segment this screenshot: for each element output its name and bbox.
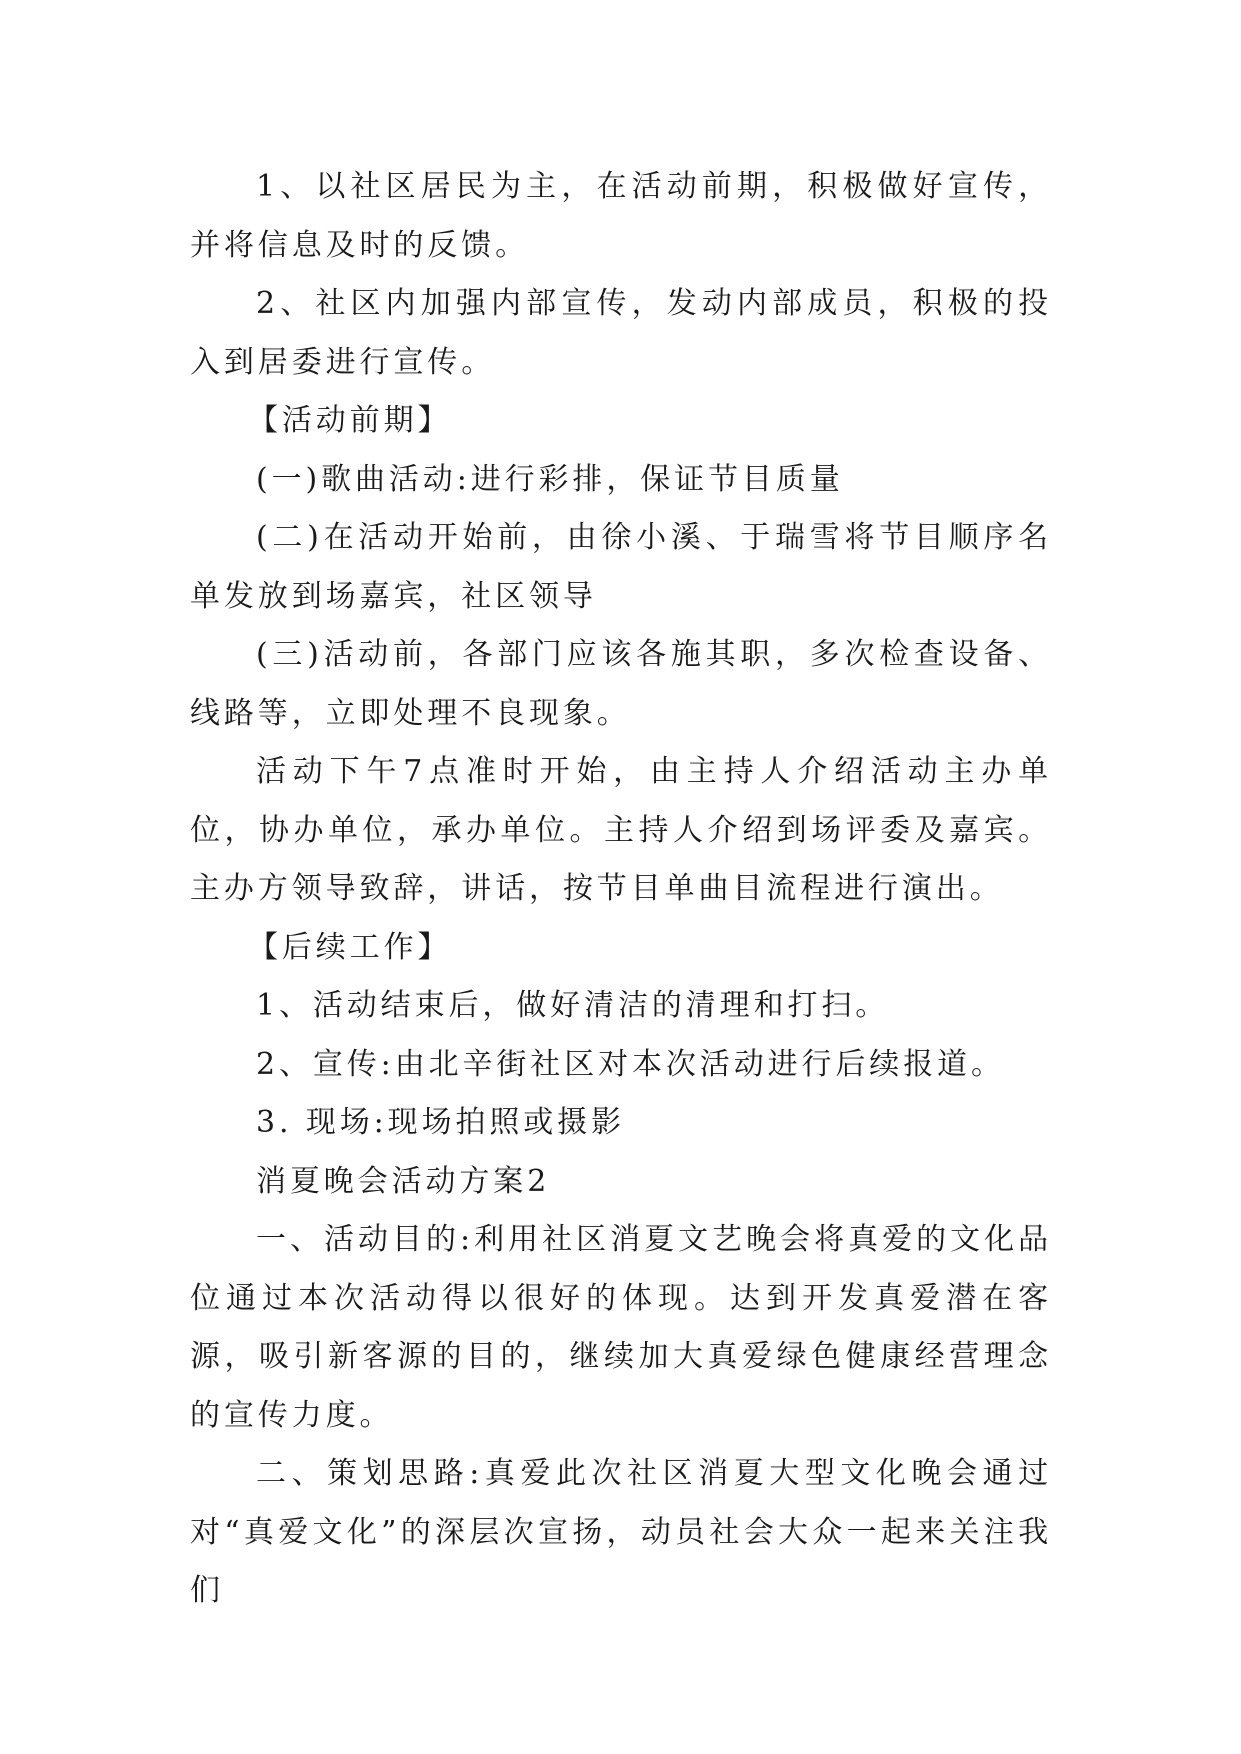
paragraph: 二、策划思路:真爱此次社区消夏大型文化晚会通过对“真爱文化”的深层次宣扬，动员社会大众一起来关注我们: [190, 1456, 1052, 1608]
section-heading: 【活动前期】: [248, 403, 452, 438]
section-heading: 【后续工作】: [248, 929, 452, 965]
paragraph: (三)活动前，各部门应该各施其职，多次检查设备、线路等，立即处理不良现象。: [190, 637, 1052, 731]
document-body: [190, 158, 1052, 1621]
paragraph: 一、活动目的:利用社区消夏文艺晚会将真爱的文化品位通过本次活动得以很好的体现。达到开发真爱潜在客源，吸引新客源的目的，继续加大真爱绿色健康经营理念的宣传力度。: [190, 1222, 1052, 1433]
paragraph: 2、社区内加强内部宣传，发动内部成员，积极的投入到居委进行宣传。: [190, 286, 1052, 380]
paragraph: (二)在活动开始前，由徐小溪、于瑞雪将节目顺序名单发放到场嘉宾，社区领导: [190, 520, 1052, 614]
paragraph: 1、活动结束后，做好清洁的清理和打扫。: [256, 988, 890, 1023]
paragraph: (一)歌曲活动:进行彩排，保证节目质量: [256, 461, 844, 497]
paragraph: 3. 现场:现场拍照或摄影: [256, 1105, 625, 1140]
paragraph: 2、宣传:由北辛街社区对本次活动进行后续报道。: [256, 1046, 1005, 1082]
paragraph: 1、以社区居民为主，在活动前期，积极做好宣传，并将信息及时的反馈。: [190, 169, 1052, 263]
paragraph: 活动下午7点准时开始，由主持人介绍活动主办单位，协办单位，承办单位。主持人介绍到场评委及嘉宾。主办方领导致辞，讲话，按节目单曲目流程进行演出。: [190, 754, 1052, 906]
document-subtitle: 消夏晚会活动方案2: [256, 1163, 551, 1199]
